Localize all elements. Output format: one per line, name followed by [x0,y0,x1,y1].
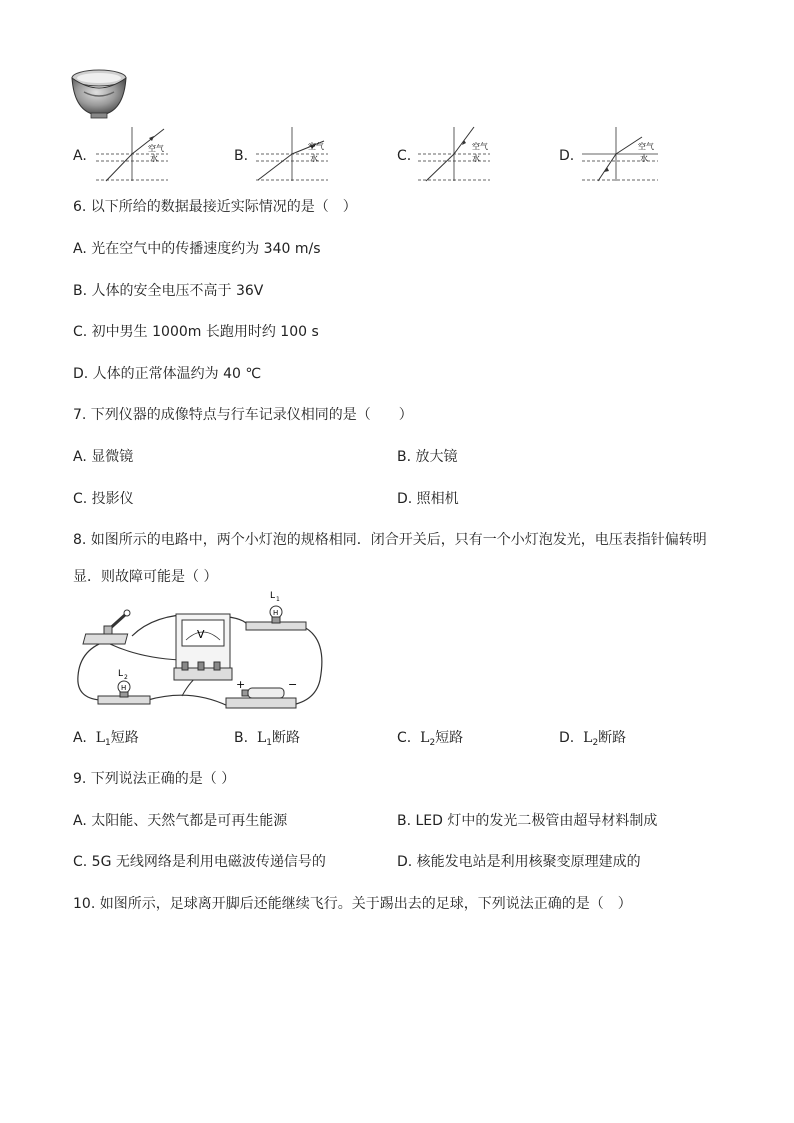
svg-text:−: − [288,678,298,691]
q8-option-b[interactable]: B. $L_1$断路 [234,730,300,748]
q8-option-c[interactable]: C. $L_2$短路 [397,730,464,748]
svg-text:水: 水 [150,154,158,163]
svg-text:水: 水 [472,154,480,163]
svg-text:空气: 空气 [308,142,324,151]
q5-option-a-diagram[interactable] [94,125,170,183]
q7-option-d[interactable]: D. 照相机 [397,491,459,507]
q7-stem: 7. 下列仪器的成像特点与行车记录仪相同的是（ ） [73,407,413,423]
q9-option-a[interactable]: A. 太阳能、天然气都是可再生能源 [73,813,288,829]
q5-option-d-label: D. [559,148,575,164]
q8-circuit-diagram [70,588,330,714]
svg-text:2: 2 [124,674,128,681]
q7-option-c[interactable]: C. 投影仪 [73,491,134,507]
q9-stem: 9. 下列说法正确的是（ ） [73,771,236,787]
q6-stem: 6. 以下所给的数据最接近实际情况的是（ ） [73,199,357,215]
q7-option-a[interactable]: A. 显微镜 [73,449,134,465]
q9-option-c[interactable]: C. 5G 无线网络是利用电磁波传递信号的 [73,854,326,870]
q7-option-b[interactable]: B. 放大镜 [397,449,458,465]
q8-stem-line2: 显．则故障可能是（ ） [73,569,218,585]
q5-option-d-diagram[interactable] [580,125,660,183]
svg-text:水: 水 [310,154,318,163]
svg-text:空气: 空气 [638,142,654,151]
q6-option-d[interactable]: D. 人体的正常体温约为 40 ℃ [73,366,262,382]
svg-text:H: H [121,684,127,692]
svg-text:V: V [197,628,205,641]
q5-option-c-label: C. [397,148,412,164]
q10-stem: 10. 如图所示，足球离开脚后还能继续飞行。关于踢出去的足球，下列说法正确的是（ ） [73,896,632,912]
svg-text:+: + [236,678,246,691]
q9-option-b[interactable]: B. LED 灯中的发光二极管由超导材料制成 [397,813,658,829]
q5-option-a-label: A. [73,148,87,164]
q6-option-b[interactable]: B. 人体的安全电压不高于 36V [73,283,264,299]
svg-text:空气: 空气 [148,144,164,153]
svg-text:L: L [270,591,276,601]
q8-stem-line1: 8. 如图所示的电路中，两个小灯泡的规格相同．闭合开关后，只有一个小灯泡发光，电压表指针偏转明 [73,532,707,548]
bowl-image [70,66,128,120]
q6-option-c[interactable]: C. 初中男生 1000m 长跑用时约 100 s [73,324,319,340]
svg-text:1: 1 [276,596,280,603]
q9-option-d[interactable]: D. 核能发电站是利用核聚变原理建成的 [397,854,641,870]
q6-option-a[interactable]: A. 光在空气中的传播速度约为 340 m/s [73,241,321,257]
q5-option-b-label: B. [234,148,249,164]
q8-option-d[interactable]: D. $L_2$断路 [559,730,627,748]
svg-text:空气: 空气 [472,142,488,151]
svg-text:L: L [118,669,124,679]
q5-option-c-diagram[interactable] [416,125,492,183]
svg-text:水: 水 [640,154,648,163]
q8-option-a[interactable]: A. $L_1$短路 [73,730,139,748]
svg-text:H: H [273,609,279,617]
q5-option-b-diagram[interactable] [254,125,330,183]
